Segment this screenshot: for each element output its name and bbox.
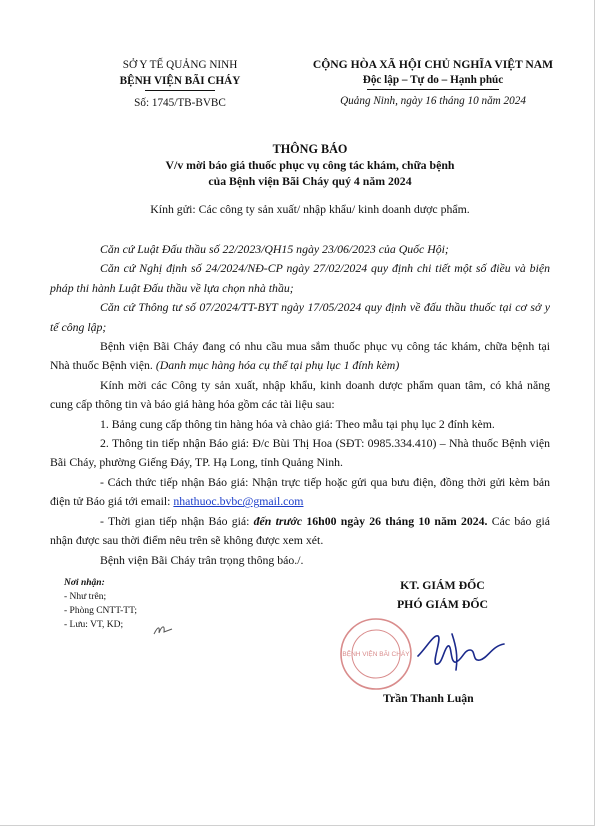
signature-title-1: KT. GIÁM ĐỐC — [400, 578, 485, 592]
method-paragraph — [50, 473, 550, 512]
recipients-label: Nơi nhận: — [64, 578, 105, 588]
invite-paragraph: Kính mời các Công ty sản xuất, nhập khẩu, kinh doanh dược phẩm quan tâm, có khả năng cung cấp thông tin và báo giá hàng hóa gồm các tài liệu sau: — [50, 377, 550, 412]
document-number: Số: 1745/TB-BVBC — [134, 97, 226, 109]
document-body — [50, 240, 550, 570]
document-title — [50, 141, 570, 189]
svg-text:BỆNH VIỆN BÃI CHÁY: BỆNH VIỆN BÃI CHÁY — [342, 651, 410, 658]
intro-text: Bệnh viện Bãi Cháy đang có nhu cầu mua sắm thuốc phục vụ công tác khám, chữa bệnh tại Nhà thuốc Bệnh viện. — [50, 339, 550, 373]
intro-paragraph — [50, 337, 550, 376]
email-link[interactable]: nhathuoc.bvbc@gmail.com — [173, 494, 304, 509]
item-1: 1. Bảng cung cấp thông tin hàng hóa và chào giá: Theo mẫu tại phụ lục 2 đính kèm. — [100, 416, 495, 431]
recipient-item: - Như trên; — [64, 592, 107, 602]
signature-block-title — [335, 576, 550, 614]
basis-3: Căn cứ Thông tư số 07/2024/TT-BYT ngày 17/05/2024 quy định về đấu thầu thuốc tại cơ sở y tế công lập; — [50, 300, 550, 334]
deadline-date: 16h00 ngày 26 tháng 10 năm 2024. — [306, 513, 488, 528]
intro-note: (Danh mục hàng hóa cụ thể tại phụ lục 1 đính kèm) — [155, 358, 400, 373]
national-header — [283, 57, 583, 110]
basis-2: Căn cứ Nghị định số 24/2024/NĐ-CP ngày 27/02/2024 quy định chi tiết một số điều và biện pháp thi hành Luật Đấu thầu về lựa chọn nhà thầu; — [50, 261, 550, 295]
recipient-item: - Lưu: VT, KD; — [64, 620, 124, 630]
title-line-1: THÔNG BÁO — [272, 142, 348, 156]
deadline-bold-italic: đến trước — [253, 513, 303, 528]
dateline: Quảng Ninh, ngày 16 tháng 10 năm 2024 — [340, 95, 526, 107]
recipient-item: - Phòng CNTT-TT; — [64, 606, 138, 616]
basis-1: Căn cứ Luật Đấu thầu số 22/2023/QH15 ngày 23/06/2023 của Quốc Hội; — [100, 242, 449, 256]
greeting: Kính gửi: Các công ty sản xuất/ nhập khẩu/ kinh doanh dược phẩm. — [150, 202, 470, 216]
deadline-paragraph — [50, 512, 550, 551]
nation-name: CỘNG HÒA XÃ HỘI CHỦ NGHĨA VIỆT NAM — [312, 58, 554, 71]
deadline-prefix: - Thời gian tiếp nhận Báo giá: — [100, 513, 250, 528]
signature-title-2: PHÓ GIÁM ĐỐC — [396, 597, 489, 611]
signer-name: Trần Thanh Luận — [383, 691, 474, 705]
closing-line: Bệnh viện Bãi Cháy trân trọng thông báo./. — [100, 552, 304, 567]
recipients-block — [64, 576, 137, 632]
deadline-suffix: Các báo giá nhận được sau thời điểm nêu trên sẽ không được xem xét. — [50, 513, 551, 548]
title-line-3: của Bệnh viện Bãi Cháy quý 4 năm 2024 — [208, 174, 412, 188]
department-name: SỞ Y TẾ QUẢNG NINH — [122, 59, 238, 71]
title-line-2: V/v mời báo giá thuốc phục vụ công tác khám, chữa bệnh — [165, 158, 455, 172]
issuer-header — [85, 58, 275, 112]
hospital-underline — [145, 90, 215, 91]
method-text: - Cách thức tiếp nhận Báo giá: Nhận trực tiếp hoặc gửi qua bưu điện, đồng thời gửi kèm bản điện tử Báo giá tới email: — [50, 474, 550, 509]
national-motto: Độc lập – Tự do – Hạnh phúc — [362, 73, 504, 86]
hospital-name: BỆNH VIỆN BÃI CHÁY — [119, 74, 241, 87]
item-2: 2. Thông tin tiếp nhận Báo giá: Đ/c Bùi Thị Hoa (SĐT: 0985.334.410) – Nhà thuốc Bệnh viện Bãi Cháy, phường Giếng Đáy, TP. Hạ Long, tỉnh Quảng Ninh. — [50, 436, 550, 470]
motto-underline — [367, 89, 499, 90]
initials-mark — [150, 620, 180, 640]
official-seal — [338, 616, 414, 692]
handwritten-signature — [412, 626, 522, 676]
